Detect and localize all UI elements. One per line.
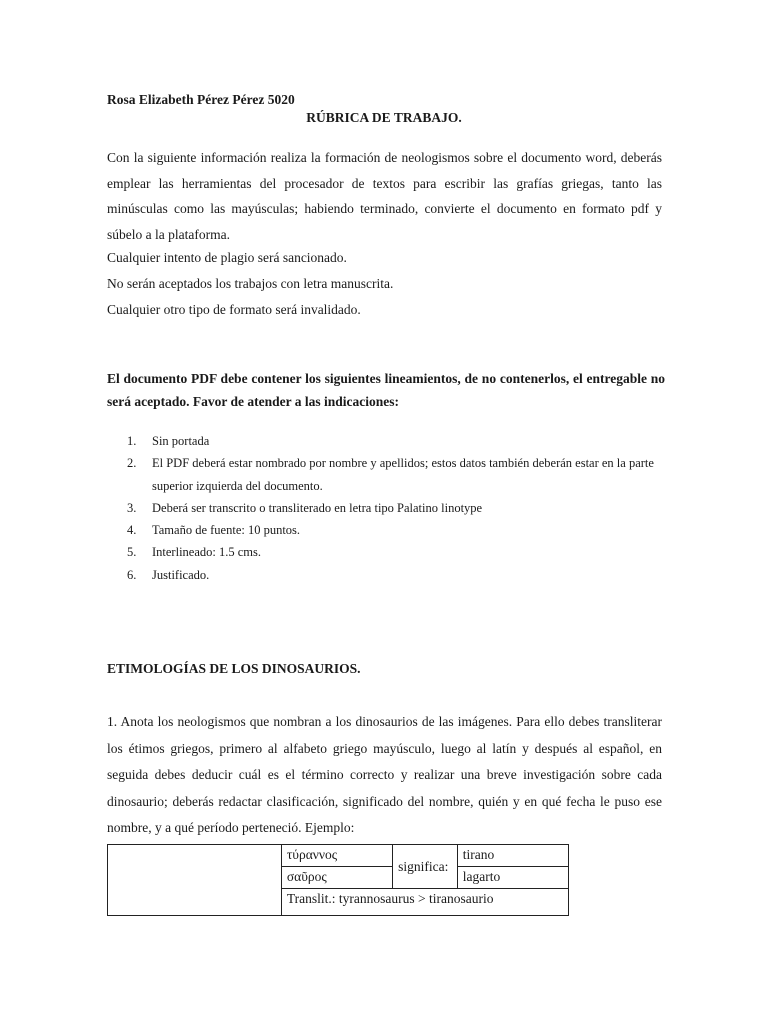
table-cell-greek: τύραννος [281,845,392,867]
list-item-text: Tamaño de fuente: 10 puntos. [152,523,301,538]
rule-formato: Cualquier otro tipo de formato será invalidado. [107,302,361,317]
list-item [107,541,665,563]
example-table [107,844,569,916]
page-title: RÚBRICA DE TRABAJO. [306,110,462,125]
table-cell-empty [108,845,282,916]
list-item [107,452,665,497]
list-number: 6. [127,567,137,582]
author-line: Rosa Elizabeth Pérez Pérez 5020 [107,92,295,107]
list-item-text: Deberá ser transcrito o transliterado en letra tipo Palatino linotype [152,500,483,515]
intro-paragraph [107,145,662,247]
instruction-paragraph [107,709,662,842]
section-heading: ETIMOLOGÍAS DE LOS DINOSAURIOS. [107,661,361,676]
table-cell-translit: Translit.: tyrannosaurus > tiranosaurio [281,889,568,916]
requirements-list [107,430,665,586]
list-number: 3. [127,500,137,515]
list-item-text: Interlineado: 1.5 cms. [152,545,261,560]
list-number: 5. [127,545,137,560]
list-item-text: El PDF deberá estar nombrado por nombre y apellidos; estos datos también deberán estar en la parte superior izquierda del documento. [152,456,654,493]
table-row [108,845,569,867]
pdf-requirements-heading: El documento PDF debe contener los siguientes lineamientos, de no contenerlos, el entregable no será aceptado. Favor de atender a las indicaciones: [107,371,665,409]
table-cell-significa: significa: [393,845,458,889]
list-number: 2. [127,456,137,471]
rule-plagio: Cualquier intento de plagio será sancionado. [107,250,347,265]
list-item [107,564,665,586]
list-item [107,519,665,541]
list-number: 1. [127,434,137,448]
list-item [107,430,665,452]
rule-manuscrita: No serán aceptados los trabajos con letra manuscrita. [107,276,394,291]
table-cell-greek: σαῦρος [281,867,392,889]
rules-block [107,245,662,323]
table-cell-meaning: lagarto [457,867,568,889]
list-item-text: Justificado. [152,567,210,582]
intro-text: Con la siguiente información realiza la formación de neologismos sobre el documento word, deberás emplear las herramientas del procesador de textos para escribir las grafías griegas, tanto las minúsculas como las mayúsculas; habiendo terminado, convierte el documento en formato pdf y súbelo a la plataforma. [107,150,662,242]
instruction-text: 1. Anota los neologismos que nombran a los dinosaurios de las imágenes. Para ello debes transliterar los étimos griegos, primero al alfabeto griego mayúsculo, luego al latín y después al español, en seguida debes deducir cuál es el término correcto y realizar una breve investigación sobre cada dinosaurio; deberás redactar clasificación, significado del nombre, quién y en qué fecha le puso ese nombre, y a qué período perteneció. Ejemplo: [107,714,662,835]
list-item-text: Sin portada [152,434,210,448]
list-item [107,497,665,519]
table-cell-meaning: tirano [457,845,568,867]
list-number: 4. [127,523,137,538]
